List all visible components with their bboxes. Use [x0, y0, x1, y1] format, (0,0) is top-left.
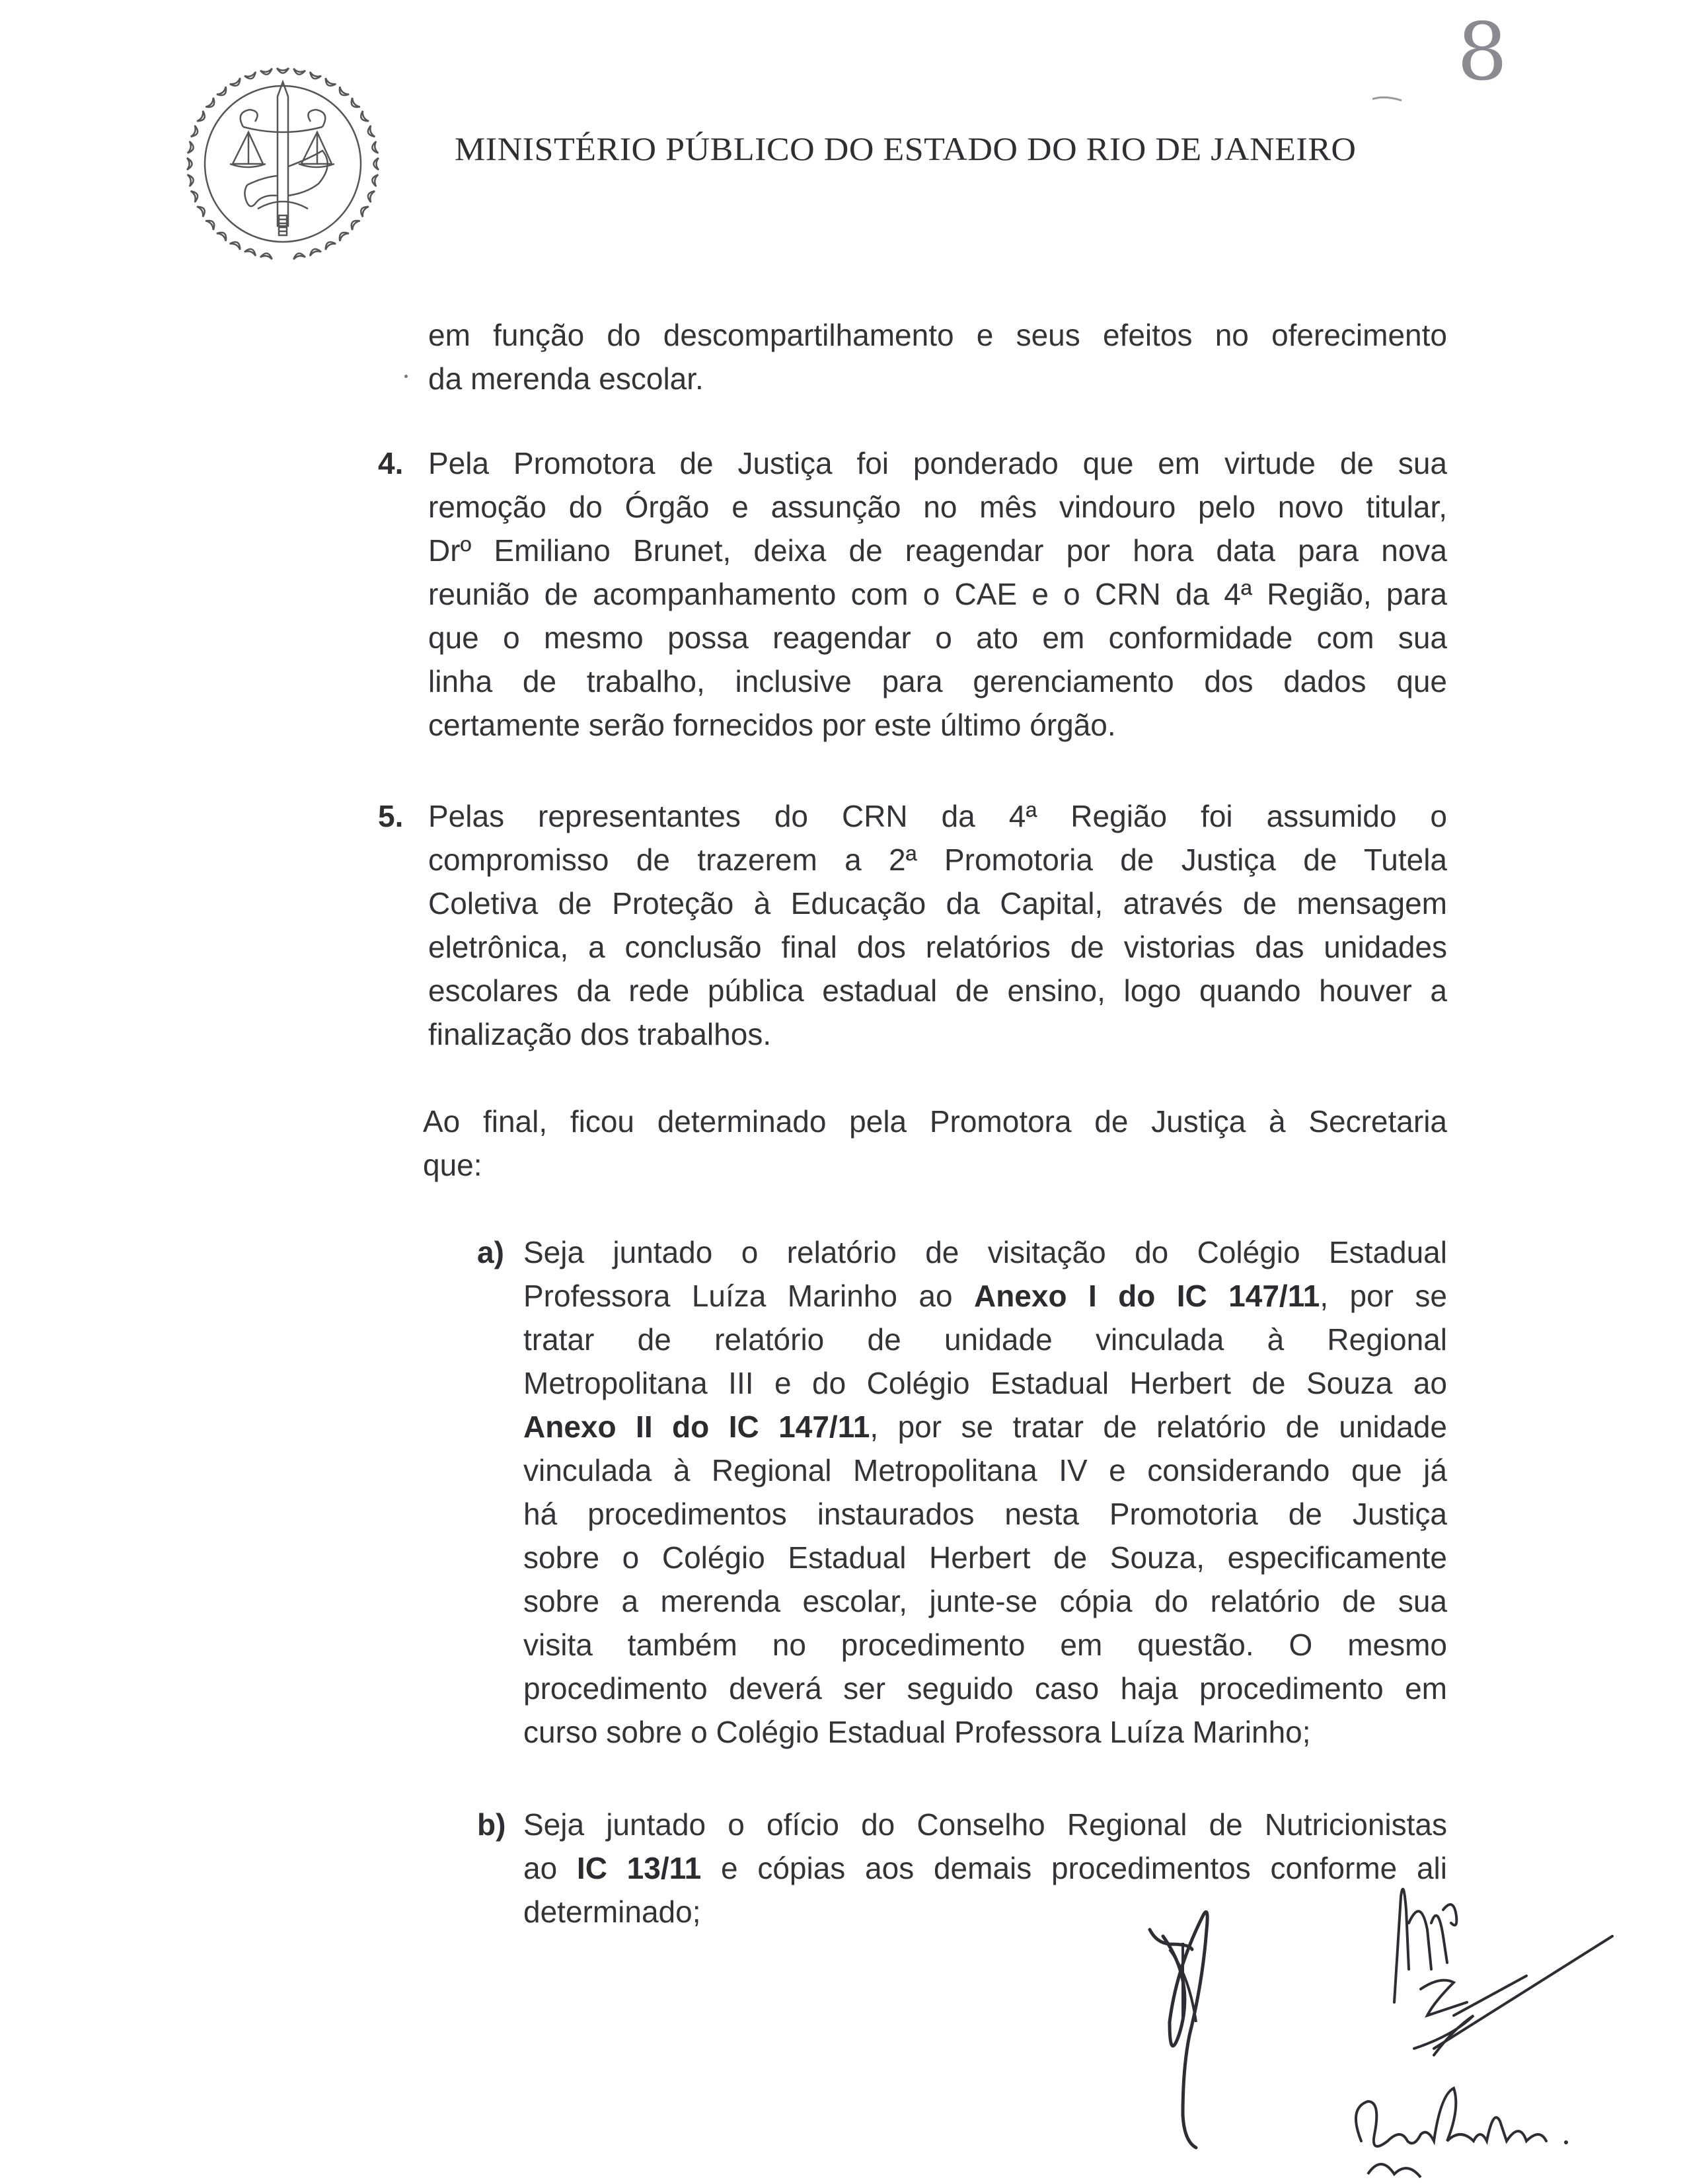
laurel-leaf — [260, 69, 273, 76]
laurel-leaf — [206, 217, 217, 230]
text-line: que o mesmo possa reagendar o ato em conformidade com sua — [428, 621, 1447, 655]
laurel-leaf — [188, 141, 195, 154]
laurel-leaf — [336, 229, 349, 241]
scan-mark-icon — [1371, 93, 1404, 106]
laurel-leaf — [359, 204, 369, 217]
signature-2 — [1374, 1870, 1626, 2058]
text-line: eletrônica, a conclusão final dos relatórios de vistorias das unidades — [428, 930, 1447, 964]
text-line: Metropolitana III e do Colégio Estadual Herbert de Souza ao — [523, 1366, 1447, 1400]
text-line: procedimento deverá ser seguido caso haja procedimento em — [523, 1671, 1447, 1706]
reference-anexo-i: Anexo I do IC 147/11 — [973, 1279, 1320, 1313]
laurel-leaf — [260, 252, 273, 260]
item-5-paragraph — [428, 794, 1447, 1056]
laurel-leaf — [309, 247, 321, 256]
text-line: da merenda escolar. — [428, 361, 704, 396]
item-number-5: 5. — [378, 799, 404, 833]
text-line: Ao final, ficou determinado pela Promotora de Justiça à Secretaria — [423, 1104, 1447, 1139]
item-4-paragraph — [428, 441, 1447, 747]
text-line: Seja juntado o ofício do Conselho Regional de Nutricionistas — [523, 1807, 1447, 1842]
text-line: há procedimentos instaurados nesta Promotoria de Justiça — [523, 1497, 1447, 1531]
signature-1 — [1143, 1903, 1249, 2158]
text-line: curso sobre o Colégio Estadual Professora Luíza Marinho; — [523, 1715, 1311, 1749]
item-number-4: 4. — [378, 446, 404, 480]
text-line: linha de trabalho, inclusive para gerenciamento dos dados que — [428, 664, 1447, 698]
laurel-leaf — [309, 72, 321, 81]
laurel-leaf — [230, 78, 243, 88]
laurel-leaf — [323, 240, 336, 250]
laurel-leaf — [191, 126, 200, 138]
reference-ic-13-11: IC 13/11 — [576, 1851, 702, 1885]
laurel-leaf — [197, 111, 207, 124]
text-line — [523, 1405, 1447, 1449]
scan-speck — [404, 375, 408, 378]
text-line: compromisso de trazerem a 2ª Promotoria de Justiça de Tutela — [428, 843, 1447, 877]
text-line: que: — [423, 1148, 482, 1182]
laurel-leaf — [244, 72, 257, 81]
reference-anexo-ii: Anexo II do IC 147/11 — [523, 1410, 870, 1444]
laurel-leaf — [244, 247, 257, 256]
laurel-leaf — [217, 87, 229, 98]
laurel-leaf — [188, 174, 195, 186]
laurel-leaf — [374, 158, 379, 170]
laurel-leaf — [191, 190, 200, 202]
laurel-leaf — [206, 98, 217, 110]
laurel-leaf — [366, 190, 375, 202]
laurel-leaf — [348, 98, 359, 110]
item-letter-b: b) — [477, 1807, 506, 1842]
justice-seal-icon — [177, 53, 389, 271]
text-line: Seja juntado o relatório de visitação do Colégio Estadual — [523, 1235, 1447, 1269]
laurel-leaf — [197, 204, 207, 217]
text-line: determinado; — [523, 1895, 701, 1929]
text-run: e cópias aos demais procedimentos conforme ali — [701, 1851, 1447, 1885]
text-line: Drº Emiliano Brunet, deixa de reagendar por hora data para nova — [428, 533, 1447, 568]
text-line: tratar de relatório de unidade vinculada à Regional — [523, 1322, 1447, 1357]
text-line: vinculada à Regional Metropolitana IV e considerando que já — [523, 1453, 1447, 1487]
laurel-leaf — [348, 217, 359, 230]
text-line: Coletiva de Proteção à Educação da Capital, através de mensagem — [428, 886, 1447, 921]
text-line: em função do descompartilhamento e seus efeitos no oferecimento — [428, 318, 1447, 352]
laurel-leaf — [359, 111, 369, 124]
laurel-leaf — [371, 141, 379, 154]
text-line: reunião de acompanhamento com o CAE e o CRN da 4ª Região, para — [428, 577, 1447, 611]
institution-header-title: MINISTÉRIO PÚBLICO DO ESTADO DO RIO DE JANEIRO — [455, 130, 1357, 167]
laurel-leaf — [336, 87, 349, 98]
text-line: Pela Promotora de Justiça foi ponderado que em virtude de sua — [428, 446, 1447, 480]
text-run: Professora Luíza Marinho ao — [523, 1279, 974, 1313]
text-line — [523, 1274, 1447, 1318]
text-line: visita também no procedimento em questão. O mesmo — [523, 1628, 1447, 1662]
handwritten-page-number: 8 — [1457, 7, 1508, 98]
text-line: remoção do Órgão e assunção no mês vindouro pelo novo titular, — [428, 490, 1447, 524]
laurel-leaf — [217, 229, 229, 241]
laurel-leaf — [371, 174, 379, 186]
text-line — [523, 1846, 1447, 1890]
text-line: certamente serão fornecidos por este último órgão. — [428, 708, 1116, 742]
item-letter-a: a) — [477, 1235, 504, 1269]
text-line: Pelas representantes do CRN da 4ª Região foi assumido o — [428, 799, 1447, 833]
text-line: escolares da rede pública estadual de ensino, logo quando houver a — [428, 973, 1447, 1008]
text-run: ao — [523, 1851, 577, 1885]
intro-paragraph — [428, 313, 1447, 400]
laurel-leaf — [187, 158, 192, 170]
laurel-leaf — [293, 252, 305, 260]
laurel-leaf — [277, 68, 289, 73]
laurel-leaf — [323, 78, 336, 88]
text-line: finalização dos trabalhos. — [428, 1017, 772, 1051]
item-a-paragraph — [523, 1230, 1447, 1754]
text-line: sobre o Colégio Estadual Herbert de Souza, especificamente — [523, 1540, 1447, 1575]
text-line: sobre a merenda escolar, junte-se cópia do relatório de sua — [523, 1584, 1447, 1618]
signature-3-ana-luiza — [1341, 2082, 1592, 2184]
text-run: , por se — [1320, 1279, 1447, 1313]
final-determination-paragraph — [423, 1100, 1447, 1187]
text-run: , por se tratar de relatório de unidade — [870, 1410, 1447, 1444]
item-b-paragraph — [523, 1803, 1447, 1934]
laurel-leaf — [230, 240, 243, 250]
laurel-leaf — [366, 126, 375, 138]
laurel-leaf — [293, 69, 305, 76]
